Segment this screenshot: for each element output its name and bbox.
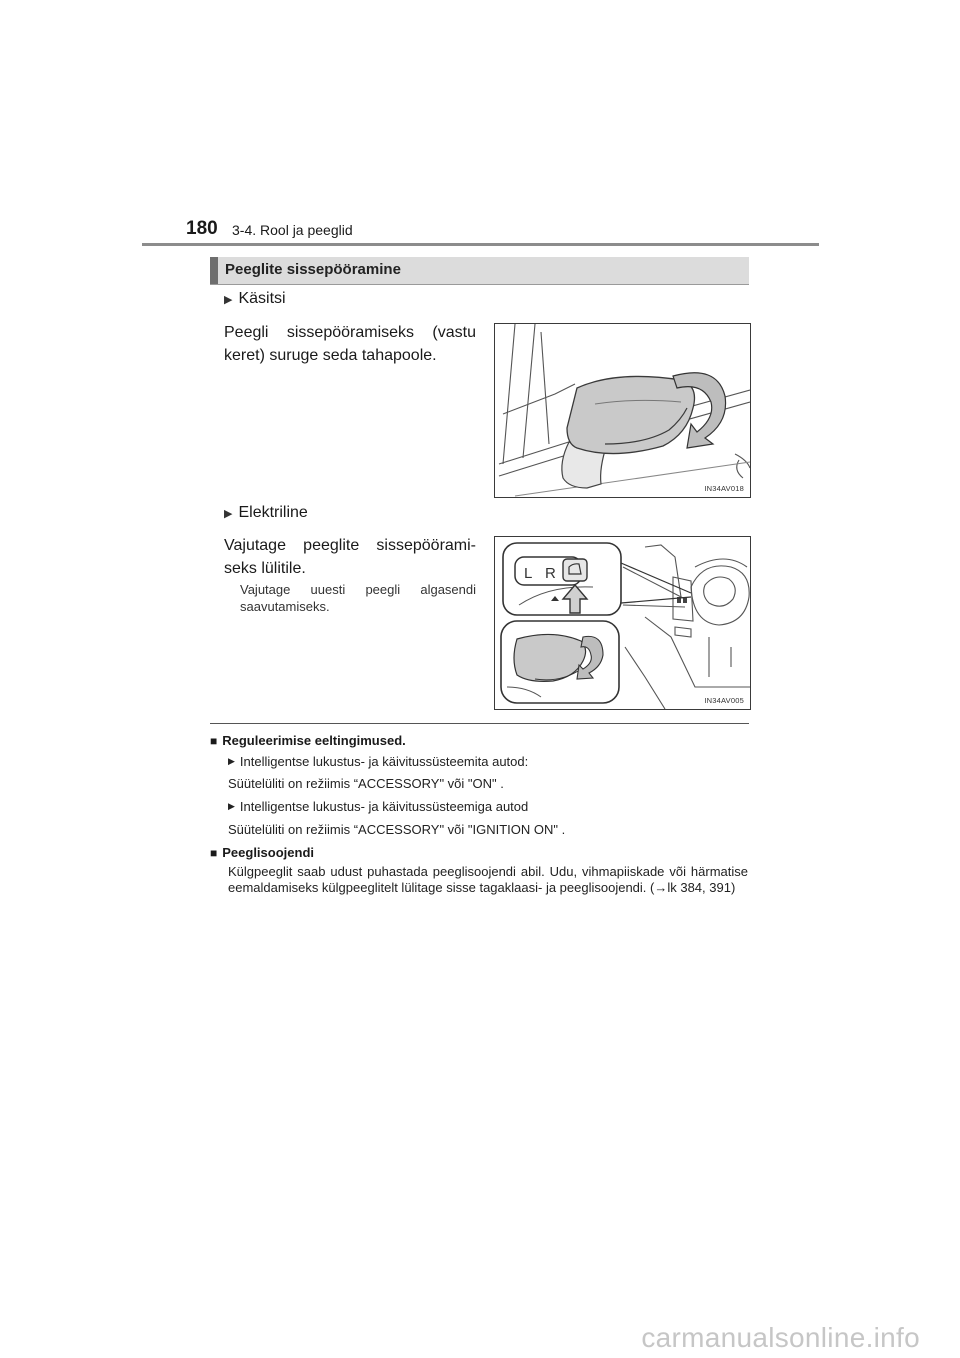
square-bullet-icon: ■ (210, 733, 218, 748)
condition-text: Süütelüliti on režiimis “ACCESSORY" või "IGNITION ON" . (228, 822, 566, 837)
running-header: 3-4. Rool ja peeglid (232, 222, 353, 238)
electric-label: Elektriline (238, 504, 308, 521)
manual-instruction: Peegli sissepööramiseks (vastu keret) suruge seda tahapoole. (224, 324, 476, 364)
condition-label: ▶ Intelligentse lukustus- ja käivitussüsteemiga autod (228, 799, 529, 814)
triangle-bullet-icon: ▶ (228, 801, 235, 811)
dashboard-switch-illustration (495, 537, 750, 709)
electric-instruction: Vajutage peeglite sissepööramiseks lülitile. (224, 537, 476, 577)
section-title-bar (210, 257, 749, 285)
defogger-heading (210, 845, 314, 860)
figure-code: IN34AV005 (704, 696, 744, 705)
figure-code: IN34AV018 (704, 484, 744, 493)
manual-mirror-figure (494, 323, 751, 498)
conditions-title: Reguleerimise eeltingimused. (222, 733, 406, 748)
triangle-bullet-icon: ▶ (224, 507, 233, 520)
mirror-fold-illustration (495, 324, 750, 497)
defogger-text: Külgpeeglit saab udust puhastada peeglisoojendi abil. Udu, vihmapiiskade või härmatise eemaldamiseks külgpeeglitelt lülitage sisse tagaklaasi- ja peeglisoojendi. (→lk 384, 391) (228, 864, 748, 895)
manual-heading (224, 290, 286, 308)
watermark: carmanualsonline.info (641, 1322, 920, 1353)
triangle-bullet-icon: ▶ (224, 293, 233, 306)
section-title: Peeglite sissepööramine (225, 261, 401, 278)
condition-label: ▶ Intelligentse lukustus- ja käivitussüsteemita autod: (228, 754, 529, 769)
triangle-bullet-icon: ▶ (228, 756, 235, 766)
condition-text: Süütelüliti on režiimis “ACCESSORY" või "ON" . (228, 776, 504, 791)
header-divider (142, 243, 819, 246)
square-bullet-icon: ■ (210, 845, 218, 860)
defogger-title: Peeglisoojendi (222, 845, 314, 860)
right-mirror-label: R (545, 565, 556, 582)
section-marker (210, 257, 218, 284)
left-mirror-label: L (524, 565, 533, 582)
manual-label: Käsitsi (238, 290, 286, 307)
electric-heading (224, 504, 308, 522)
electric-switch-figure (494, 536, 751, 710)
notes-divider (210, 723, 749, 724)
page-number: 180 (186, 218, 218, 239)
conditions-heading (210, 733, 406, 748)
electric-note: Vajutage uuesti peegli algasendi saavutamiseks. (240, 582, 476, 614)
